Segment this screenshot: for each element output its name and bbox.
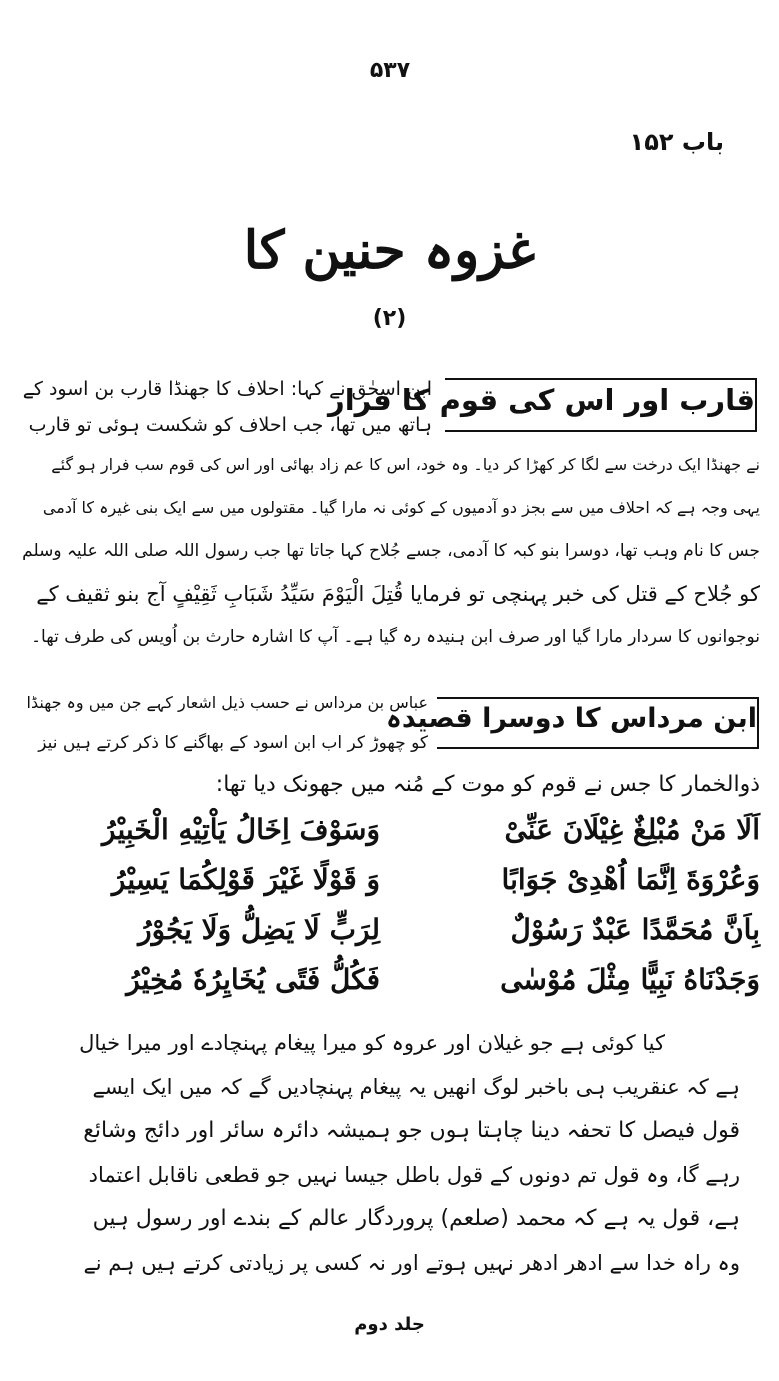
- translation-line: ہے، قول یہ ہے کہ محمد (صلعم) پروردگار عالم کے بندے اور رسول ہیں: [92, 1206, 740, 1231]
- paragraph-line: کو چھوڑ کر اب ابن اسود کے بھاگنے کا ذکر کرتے ہیں نیز: [38, 733, 428, 753]
- section-heading-box: [386, 697, 759, 749]
- section-heading-box: [328, 378, 757, 432]
- paragraph-line: یہی وجہ ہے کہ احلاف میں سے بجز دو آدمیوں کے کوئی نہ مارا گیا۔ مقتولوں میں سے ایک بنی غیرہ کا آدمی: [42, 498, 760, 517]
- page-title: غزوہ حنین کا: [243, 220, 536, 281]
- translation-line: وہ راہ خدا سے ادھر ادھر نہیں ہوتے اور نہ کسی پر زیادتی کرتے ہیں ہم نے: [83, 1251, 740, 1275]
- verse-second-hemistich: وَسَوْفَ اِخَالُ یَاْتِیْهِ الْخَبِیْرُ: [102, 813, 380, 846]
- verse-first-hemistich: اَلَا مَنْ مُبْلِغٌ غِیْلَانَ عَنِّیْ: [504, 813, 760, 846]
- paragraph-line: عباس بن مرداس نے حسب ذیل اشعار کہے جن میں وہ جھنڈا: [26, 693, 428, 712]
- verse-second-hemistich: وَ قَوْلًا غَیْرَ قَوْلِکُمَا یَسِیْرُ: [111, 863, 380, 896]
- paragraph-line: ذوالخمار کا جس نے قوم کو موت کے مُنہ میں جھونک دیا تھا:: [215, 772, 760, 797]
- part-number: (۲): [372, 306, 407, 331]
- chapter-number: باب ۱۵۲: [629, 128, 724, 156]
- paragraph-line: ابن اسحٰق نے کہا: احلاف کا جھنڈا قارب بن اسود کے: [22, 378, 432, 400]
- volume-label: جلد دوم: [354, 1314, 425, 1335]
- verse-first-hemistich: وَجَدْنَاهُ نَبِیًّا مِثْلَ مُوْسٰی: [500, 963, 760, 996]
- verse-second-hemistich: فَکُلُّ فَتًی یُخَایِرُهٗ مُخِیْرُ: [126, 963, 380, 996]
- verse-first-hemistich: بِاَنَّ مُحَمَّدًا عَبْدٌ رَسُوْلٌ: [510, 913, 760, 946]
- paragraph-line: ہاتھ میں تھا، جب احلاف کو شکست ہوئی تو قارب: [28, 414, 432, 436]
- verse-first-hemistich: وَعُرْوَةَ اِنَّمَا اُهْدِیْ جَوَابًا: [501, 863, 760, 896]
- verse-second-hemistich: لِرَبٍّ لَا یَضِلُّ وَلَا یَجُوْرُ: [138, 913, 380, 946]
- paragraph-line: نے جھنڈا ایک درخت سے لگا کر کھڑا کر دیا۔ وہ خود، اس کا عم زاد بھائی اور اس کی قوم سب فرار ہو گئے: [51, 455, 760, 474]
- section-heading: قارب اور اس کی قوم کا فرار: [328, 383, 755, 417]
- paragraph-line: کو جُلاح کے قتل کی خبر پہنچی تو فرمایا قُتِلَ الْیَوْمَ سَیِّدُ شَبَابِ ثَقِیْفٍ آج بنو ثقیف کے: [36, 582, 760, 606]
- paragraph-line: جس کا نام وہب تھا، دوسرا بنو کبہ کا آدمی، جسے جُلاح کہا جاتا تھا جب رسول اللہ صلی اللہ علیہ وسلم: [22, 541, 760, 561]
- translation-line: قول فیصل کا تحفہ دینا چاہتا ہوں جو ہمیشہ دائرہ سائر اور دائج وشائع: [83, 1118, 740, 1143]
- page-number: ۵۳۷: [369, 58, 411, 83]
- translation-line: رہے گا، وہ قول تم دونوں کے قول باطل جیسا نہیں جو قطعی ناقابل اعتماد: [88, 1163, 740, 1187]
- translation-line: ہے کہ عنقریب ہی باخبر لوگ انھیں یہ پیغام پہنچادیں گے کہ میں ایک ایسے: [92, 1075, 740, 1099]
- translation-line: کیا کوئی ہے جو غیلان اور عروہ کو میرا پیغام پہنچادے اور میرا خیال: [79, 1031, 665, 1055]
- paragraph-line: نوجوانوں کا سردار مارا گیا اور صرف ابن ہنیدہ رہ گیا ہے۔ آپ کا اشارہ حارث بن اُویس کی طرف تھا۔: [31, 627, 760, 647]
- section-heading: ابن مرداس کا دوسرا قصیدہ: [386, 703, 757, 734]
